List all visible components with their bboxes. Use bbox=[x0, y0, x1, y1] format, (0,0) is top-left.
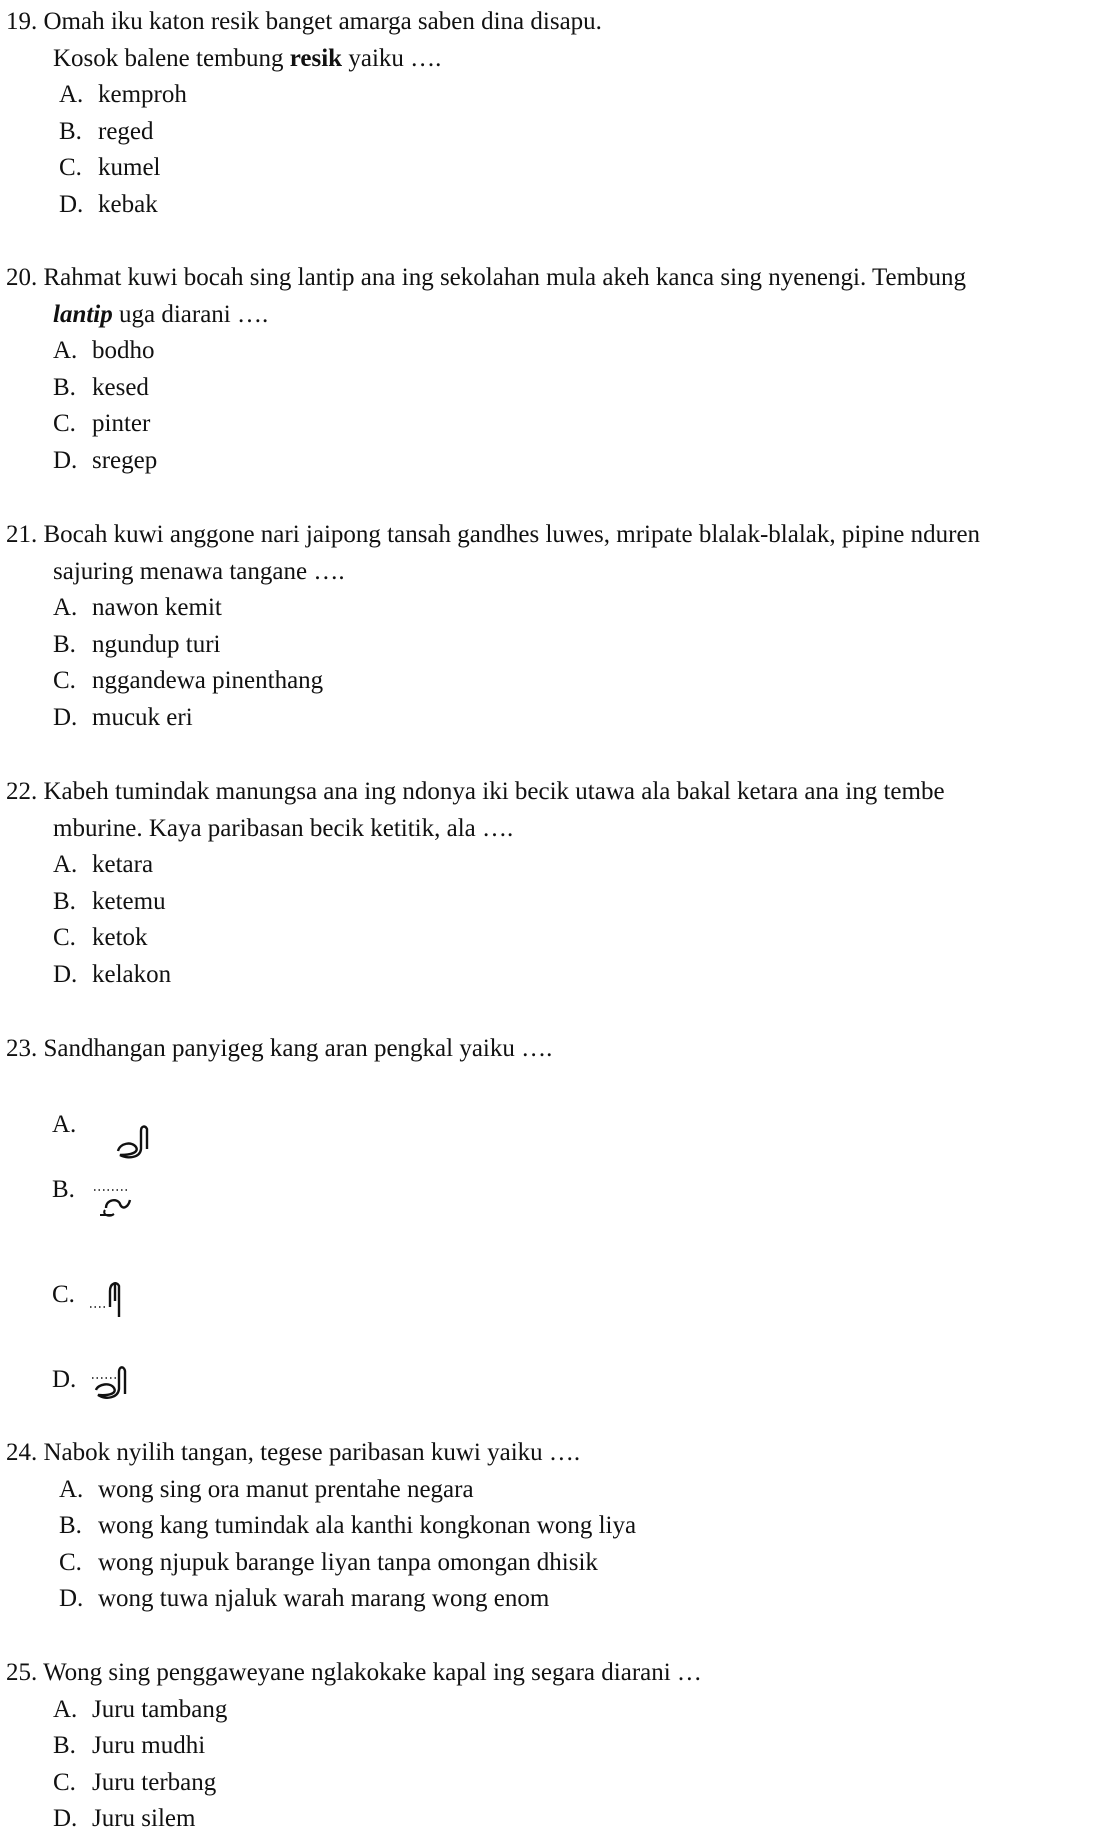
option-b: B. ngundup turi bbox=[53, 630, 221, 658]
option-c: C. nggandewa pinenthang bbox=[53, 667, 324, 694]
option-d: D. kebak bbox=[59, 190, 158, 218]
option-a: A. Juru tambang bbox=[53, 1695, 228, 1723]
option-list bbox=[0, 1692, 1099, 1838]
option-c: C. ketok bbox=[53, 924, 148, 951]
question-24 bbox=[0, 1435, 1099, 1618]
javanese-glyph-a-icon bbox=[114, 1121, 154, 1167]
question-22 bbox=[0, 774, 1099, 993]
option-c: C. bbox=[52, 1277, 92, 1314]
question-text-continued: sajuring menawa tangane …. bbox=[53, 557, 345, 585]
question-stem bbox=[0, 1435, 1099, 1472]
option-b: B. ketemu bbox=[53, 887, 166, 915]
option-c: C. wong njupuk barange liyan tanpa omongan dhisik bbox=[59, 1548, 598, 1576]
option-d: D. sregep bbox=[53, 446, 158, 474]
option-c: C. kumel bbox=[59, 154, 161, 181]
keyword: lantip bbox=[53, 300, 113, 328]
option-b: B. kesed bbox=[53, 373, 149, 401]
question-stem bbox=[0, 517, 1099, 590]
option-a: A. bodho bbox=[53, 337, 155, 364]
option-d: D. mucuk eri bbox=[53, 703, 193, 731]
question-stem bbox=[0, 260, 1099, 333]
question-stem bbox=[0, 774, 1099, 847]
question-text-continued: lantip uga diarani …. bbox=[53, 300, 269, 328]
option-b: B. Juru mudhi bbox=[53, 1732, 206, 1759]
option-d: D. wong tuwa njaluk warah marang wong enom bbox=[59, 1585, 550, 1612]
question-21 bbox=[0, 517, 1099, 736]
question-text-continued: mburine. Kaya paribasan becik ketitik, ala …. bbox=[53, 814, 514, 842]
option-a: A. kemproh bbox=[59, 81, 187, 108]
keyword: resik bbox=[289, 44, 343, 72]
question-text: Wong sing penggaweyane nglakokake kapal ing segara diarani … bbox=[43, 1659, 702, 1686]
option-d: D. Juru silem bbox=[53, 1805, 196, 1832]
option-c: C. Juru terbang bbox=[53, 1768, 217, 1796]
question-number: 24. bbox=[6, 1439, 38, 1466]
question-text: Bocah kuwi anggone nari jaipong tansah gandhes luwes, mripate blalak-blalak, pipine nduren bbox=[43, 521, 981, 548]
option-d: D. bbox=[52, 1362, 92, 1399]
question-number: 22. bbox=[6, 778, 38, 805]
question-text-continued: Kosok balene tembung resik yaiku …. bbox=[53, 44, 442, 72]
option-a: A. nawon kemit bbox=[53, 594, 222, 621]
question-stem bbox=[0, 4, 1099, 77]
option-list bbox=[0, 77, 1099, 223]
option-c: C. pinter bbox=[53, 410, 151, 437]
question-stem bbox=[0, 1031, 1099, 1068]
question-text: Kabeh tumindak manungsa ana ing ndonya iki becik utawa ala bakal ketara ana ing tembe bbox=[43, 778, 945, 805]
option-a: A. ketara bbox=[53, 851, 154, 878]
option-a: A. wong sing ora manut prentahe negara bbox=[59, 1475, 474, 1503]
option-list bbox=[0, 847, 1099, 993]
javanese-glyph-b-icon bbox=[90, 1184, 142, 1220]
question-number: 25. bbox=[6, 1659, 38, 1686]
question-text: Nabok nyilih tangan, tegese paribasan kuwi yaiku …. bbox=[43, 1439, 581, 1466]
question-text: Omah iku katon resik banget amarga saben dina disapu. bbox=[43, 8, 602, 35]
option-b: B. reged bbox=[59, 117, 154, 145]
question-23 bbox=[0, 1031, 1099, 1068]
question-25 bbox=[0, 1655, 1099, 1838]
question-number: 20. bbox=[6, 264, 38, 291]
option-b: B. bbox=[52, 1172, 92, 1209]
option-a: A. bbox=[52, 1107, 92, 1144]
question-text: Rahmat kuwi bocah sing lantip ana ing sekolahan mula akeh kanca sing nyenengi. Tembung bbox=[43, 264, 967, 291]
question-19 bbox=[0, 4, 1099, 223]
javanese-glyph-c-icon bbox=[86, 1277, 134, 1319]
option-d: D. kelakon bbox=[53, 960, 172, 988]
question-number: 21. bbox=[6, 521, 38, 548]
question-number: 23. bbox=[6, 1035, 38, 1062]
question-stem bbox=[0, 1655, 1099, 1692]
question-20 bbox=[0, 260, 1099, 479]
option-list bbox=[0, 1472, 1099, 1618]
option-b: B. wong kang tumindak ala kanthi kongkonan wong liya bbox=[59, 1512, 637, 1539]
question-number: 19. bbox=[6, 8, 38, 35]
question-text: Sandhangan panyigeg kang aran pengkal yaiku …. bbox=[43, 1035, 553, 1062]
option-list bbox=[0, 333, 1099, 479]
javanese-glyph-d-icon bbox=[88, 1362, 140, 1404]
option-list bbox=[0, 590, 1099, 736]
